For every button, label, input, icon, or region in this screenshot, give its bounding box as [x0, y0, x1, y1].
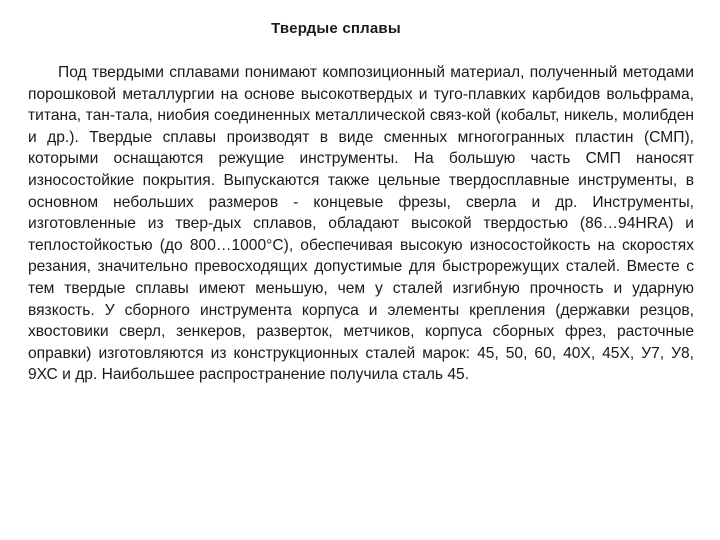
slide-body-paragraph: Под твердыми сплавами понимают композиционный материал, полученный методами порошковой металлургии на основе высокотвердых и туго-плавких карбидов вольфрама, титана, тан-тала, ниобия соединенных металлической связ-кой (кобальт, никель, молибден и др.). Твердые сплавы производят в виде сменных мгногогранных пластин (СМП), которыми оснащаются режущие инструменты. На большую часть СМП наносят износостойкие покрытия. Выпускаются также цельные твердосплавные инструменты, в основном небольших размеров - концевые фрезы, сверла и др. Инструменты, изготовленные из твер-дых сплавов, обладают высокой твердостью (86…94HRA) и теплостойкостью (до 800…1000°С), обеспечивая высокую износостойкость на скоростях резания, значительно превосходящих допустимые для быстрорежущих сталей. Вместе с тем твердые сплавы имеют меньшую, чем у сталей изгибную прочность и ударную вязкость. У сборного инструмента корпуса и элементы крепления (державки резцов, хвостовики сверл, зенкеров, разверток, метчиков, корпуса сборных фрез, расточные оправки) изготовляются из конструкционных сталей марок: 45, 50, 60, 40Х, 45Х, У7, У8, 9ХС и др. Наибольшее распространение получила сталь 45. [28, 64, 694, 384]
slide-title: Твердые сплавы [271, 20, 401, 37]
